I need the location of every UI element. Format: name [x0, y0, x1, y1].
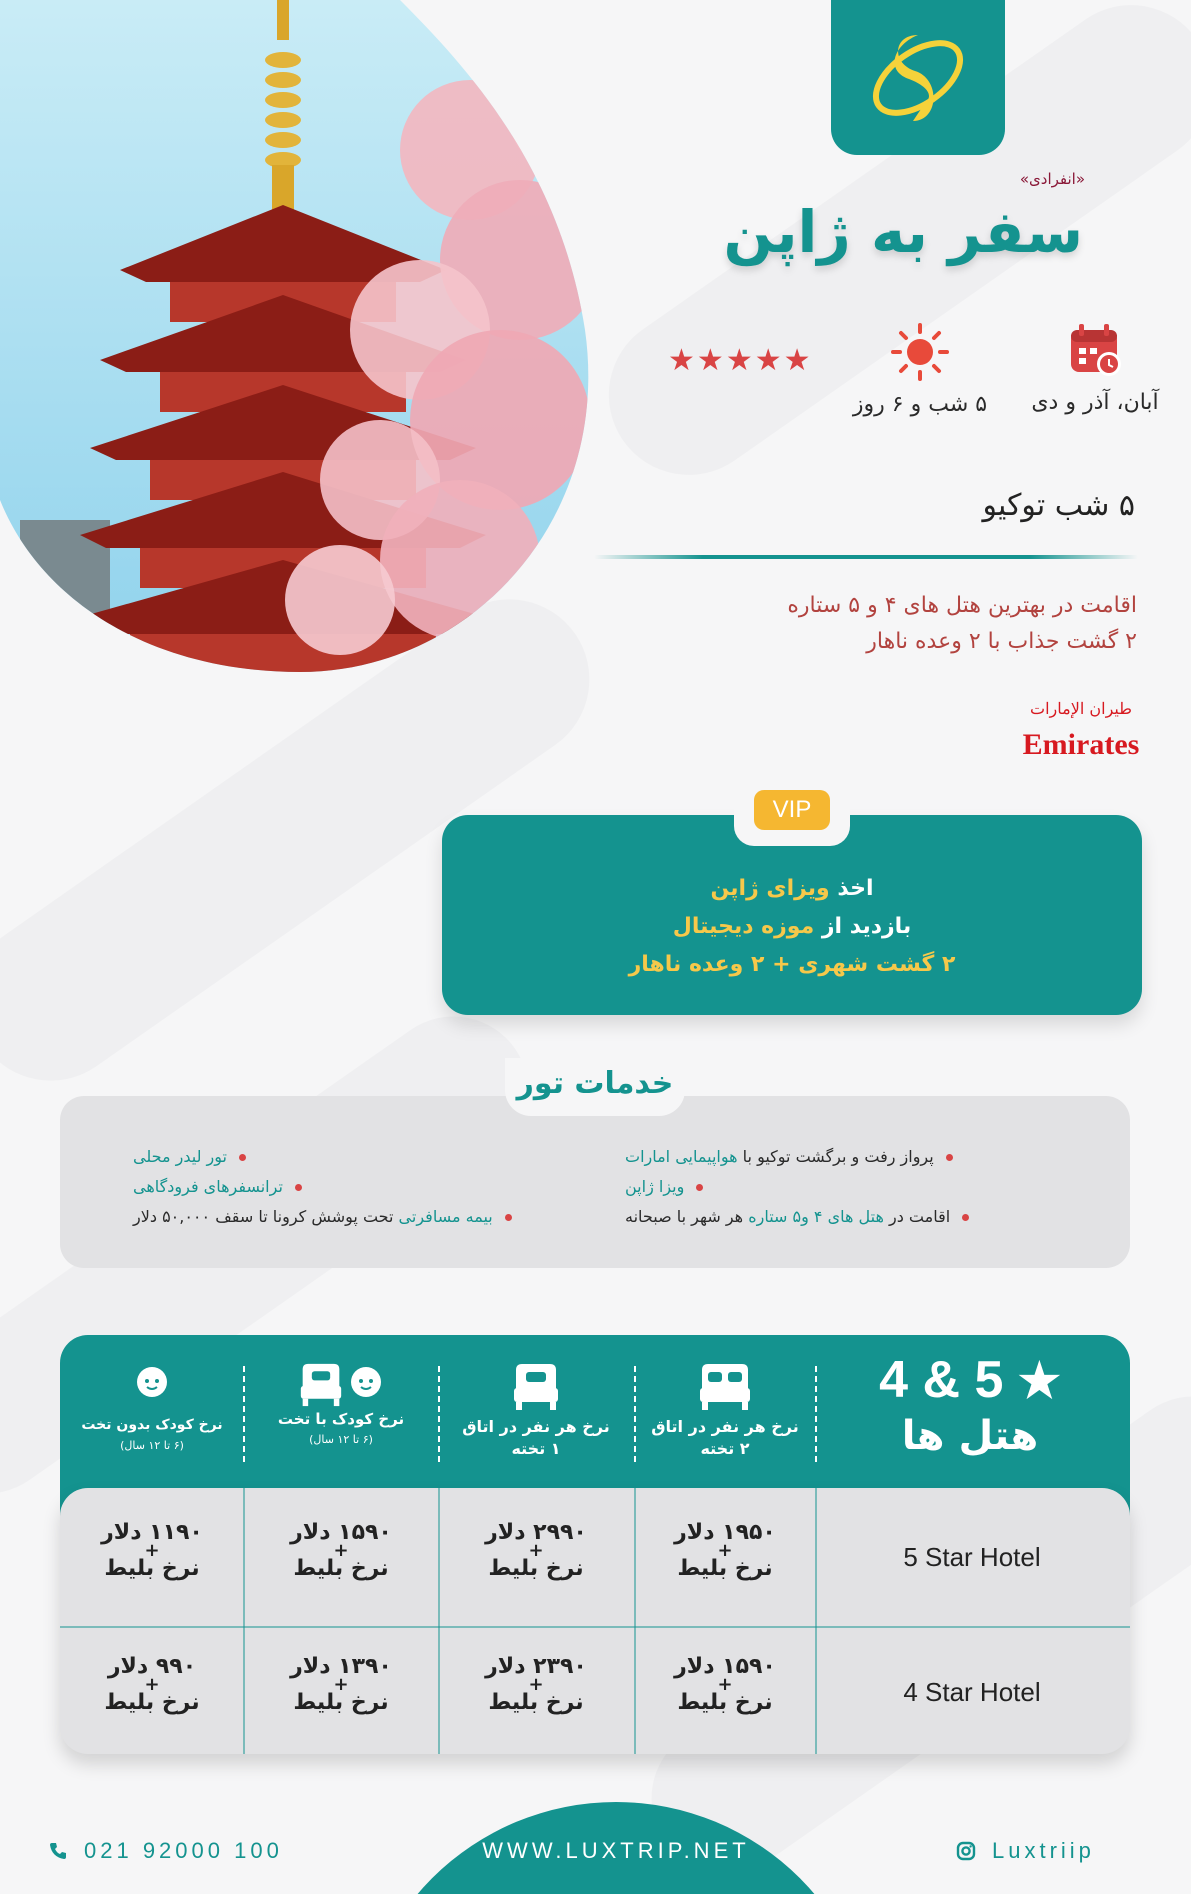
hotel-header	[870, 1350, 1070, 1460]
plus-sign: +	[528, 1540, 544, 1561]
grid-line	[438, 1488, 440, 1754]
column-label: نرخ کودک با تخت	[277, 1410, 405, 1428]
globe-logo-icon	[863, 23, 973, 133]
service-highlight: ترانسفرهای فرودگاهی	[133, 1177, 283, 1196]
star-icon: ★	[1017, 1355, 1061, 1408]
calendar-icon	[1067, 322, 1123, 378]
feature-dates-label: آبان، آذر و دی	[1031, 390, 1159, 415]
double-bed-icon	[698, 1362, 752, 1412]
header-divider	[438, 1366, 440, 1462]
ticket-label: نرخ بلیط	[488, 1556, 584, 1581]
tour-subtitle: ۵ شب توکیو	[982, 488, 1135, 523]
website-link[interactable]: WWW.LUXTRIP.NET	[482, 1838, 750, 1863]
price-cell	[456, 1522, 616, 1580]
hotel-name: 5 Star Hotel	[903, 1542, 1041, 1572]
emirates-logo-latin: Emirates	[1022, 728, 1140, 761]
column-header-double	[645, 1362, 805, 1460]
grid-line	[634, 1488, 636, 1754]
grid-line	[60, 1626, 1130, 1628]
price-value: ۲۹۹۰ دلار	[485, 1520, 587, 1545]
vip-line	[442, 908, 1142, 946]
service-item	[625, 1202, 1065, 1232]
star-icon: ★	[725, 343, 753, 378]
price-value: ۱۵۹۰ دلار	[674, 1654, 776, 1679]
star-icon: ★	[783, 343, 811, 378]
column-label: نرخ هر نفر در اتاق	[462, 1417, 610, 1436]
emirates-logo	[1022, 688, 1140, 760]
bullet-icon	[962, 1214, 969, 1221]
highlights-list	[787, 588, 1137, 660]
phone-number: 021 92000 100	[84, 1838, 283, 1863]
ticket-label: نرخ بلیط	[677, 1556, 773, 1581]
column-header-child-no-bed	[68, 1362, 236, 1456]
plus-sign: +	[144, 1674, 160, 1695]
grid-line	[815, 1488, 817, 1754]
vip-line-text: بازدید از	[814, 914, 912, 939]
highlight-item: ۲ گشت جذاب با ۲ وعده ناهار	[866, 629, 1137, 654]
hero-image	[0, 0, 600, 680]
column-label: نرخ کودک بدون تخت	[81, 1417, 223, 1433]
service-highlight: ویزا ژاپن	[625, 1177, 685, 1196]
instagram-handle: Luxtriip	[992, 1838, 1095, 1863]
header-divider	[243, 1366, 245, 1462]
services-left-column	[133, 1142, 573, 1232]
hotel-name: 4 Star Hotel	[903, 1677, 1041, 1707]
hotel-header-number-text: 4 & 5	[879, 1351, 1004, 1409]
service-item	[625, 1142, 1065, 1172]
service-item	[625, 1172, 1065, 1202]
feature-duration	[840, 322, 1000, 417]
hotel-header-word: هتل ها	[901, 1413, 1039, 1459]
bullet-icon	[696, 1184, 703, 1191]
services-title: خدمات تور	[516, 1066, 674, 1101]
highlight-item: اقامت در بهترین هتل های ۴ و ۵ ستاره	[787, 593, 1137, 618]
child-icon	[349, 1362, 383, 1402]
column-header-single	[456, 1362, 616, 1460]
ticket-label: نرخ بلیط	[104, 1556, 200, 1581]
ticket-label: نرخ بلیط	[488, 1690, 584, 1715]
service-highlight: هتل های ۴ و۵ ستاره	[748, 1207, 884, 1226]
ticket-label: نرخ بلیط	[293, 1556, 389, 1581]
vip-line-text: اخذ	[829, 876, 874, 901]
vip-line	[442, 946, 1142, 984]
bullet-icon	[239, 1154, 246, 1161]
service-highlight: هواپیمایی امارات	[625, 1147, 738, 1166]
service-item	[133, 1202, 573, 1232]
emirates-logo-arabic: طيران الإمارات	[1030, 699, 1132, 718]
price-value: ۲۳۹۰ دلار	[485, 1654, 587, 1679]
services-right-column	[625, 1142, 1065, 1232]
service-text: اقامت در	[883, 1207, 951, 1226]
header-divider	[634, 1366, 636, 1462]
price-cell	[456, 1656, 616, 1714]
column-sub: (۶ تا ۱۲ سال)	[120, 1439, 184, 1452]
price-value: ۱۱۹۰ دلار	[101, 1520, 203, 1545]
page-title: سفر به ژاپن	[723, 198, 1083, 266]
plus-sign: +	[528, 1674, 544, 1695]
divider	[594, 555, 1138, 559]
ticket-label: نرخ بلیط	[104, 1690, 200, 1715]
service-item	[133, 1172, 573, 1202]
plus-sign: +	[333, 1540, 349, 1561]
price-cell	[645, 1656, 805, 1714]
column-header-child-bed	[260, 1362, 422, 1450]
phone-link[interactable]	[48, 1838, 283, 1864]
service-highlight: بیمه مسافرتی	[398, 1207, 493, 1226]
price-value: ۱۵۹۰ دلار	[290, 1520, 392, 1545]
feature-duration-label: ۵ شب و ۶ روز	[852, 392, 988, 417]
bullet-icon	[946, 1154, 953, 1161]
plus-sign: +	[717, 1540, 733, 1561]
column-sub: ۱ تخته	[511, 1439, 561, 1458]
price-value: ۱۳۹۰ دلار	[290, 1654, 392, 1679]
price-cell	[68, 1656, 236, 1714]
column-label: نرخ هر نفر در اتاق	[651, 1417, 799, 1436]
single-bed-icon	[512, 1362, 560, 1412]
service-text: پرواز رفت و برگشت توکیو با	[737, 1147, 934, 1166]
price-value: ۹۹۰ دلار	[107, 1654, 197, 1679]
price-value: ۱۹۵۰ دلار	[674, 1520, 776, 1545]
column-sub: (۶ تا ۱۲ سال)	[309, 1433, 373, 1446]
bullet-icon	[505, 1214, 512, 1221]
plus-sign: +	[333, 1674, 349, 1695]
instagram-icon	[956, 1841, 976, 1861]
tour-type-tag: «انفرادی»	[1019, 170, 1085, 188]
vip-line	[442, 870, 1142, 908]
service-text: تحت پوشش کرونا تا سقف ۵۰,۰۰۰ دلار	[133, 1207, 399, 1226]
vip-line-highlight: ۲ گشت شهری + ۲ وعده ناهار	[628, 952, 956, 977]
sun-icon	[890, 322, 950, 382]
header-divider	[815, 1366, 817, 1462]
ticket-label: نرخ بلیط	[677, 1690, 773, 1715]
brand-logo[interactable]	[831, 0, 1005, 155]
rating-stars	[668, 343, 811, 378]
star-icon: ★	[668, 343, 695, 378]
star-icon: ★	[696, 343, 724, 378]
hotel-header-number	[870, 1350, 1070, 1412]
star-icon: ★	[754, 343, 782, 378]
instagram-link[interactable]	[956, 1838, 1095, 1864]
vip-line-highlight: موزه دیجیتال	[672, 914, 815, 939]
bullet-icon	[295, 1184, 302, 1191]
price-cell	[260, 1656, 422, 1714]
vip-lines	[442, 870, 1142, 984]
child-icon	[135, 1362, 169, 1402]
vip-line-highlight: ویزای ژاپن	[710, 876, 830, 901]
price-cell	[68, 1522, 236, 1580]
ticket-label: نرخ بلیط	[293, 1690, 389, 1715]
service-highlight: تور لیدر محلی	[133, 1147, 227, 1166]
phone-icon	[48, 1841, 68, 1861]
service-item	[133, 1142, 573, 1172]
plus-sign: +	[144, 1540, 160, 1561]
plus-sign: +	[717, 1674, 733, 1695]
price-cell	[645, 1522, 805, 1580]
grid-line	[243, 1488, 245, 1754]
vip-badge: VIP	[754, 790, 830, 830]
price-cell	[260, 1522, 422, 1580]
feature-dates	[1010, 322, 1180, 415]
service-text: هر شهر با صبحانه	[625, 1207, 749, 1226]
child-bed-icon	[299, 1362, 343, 1408]
column-sub: ۲ تخته	[700, 1439, 750, 1458]
